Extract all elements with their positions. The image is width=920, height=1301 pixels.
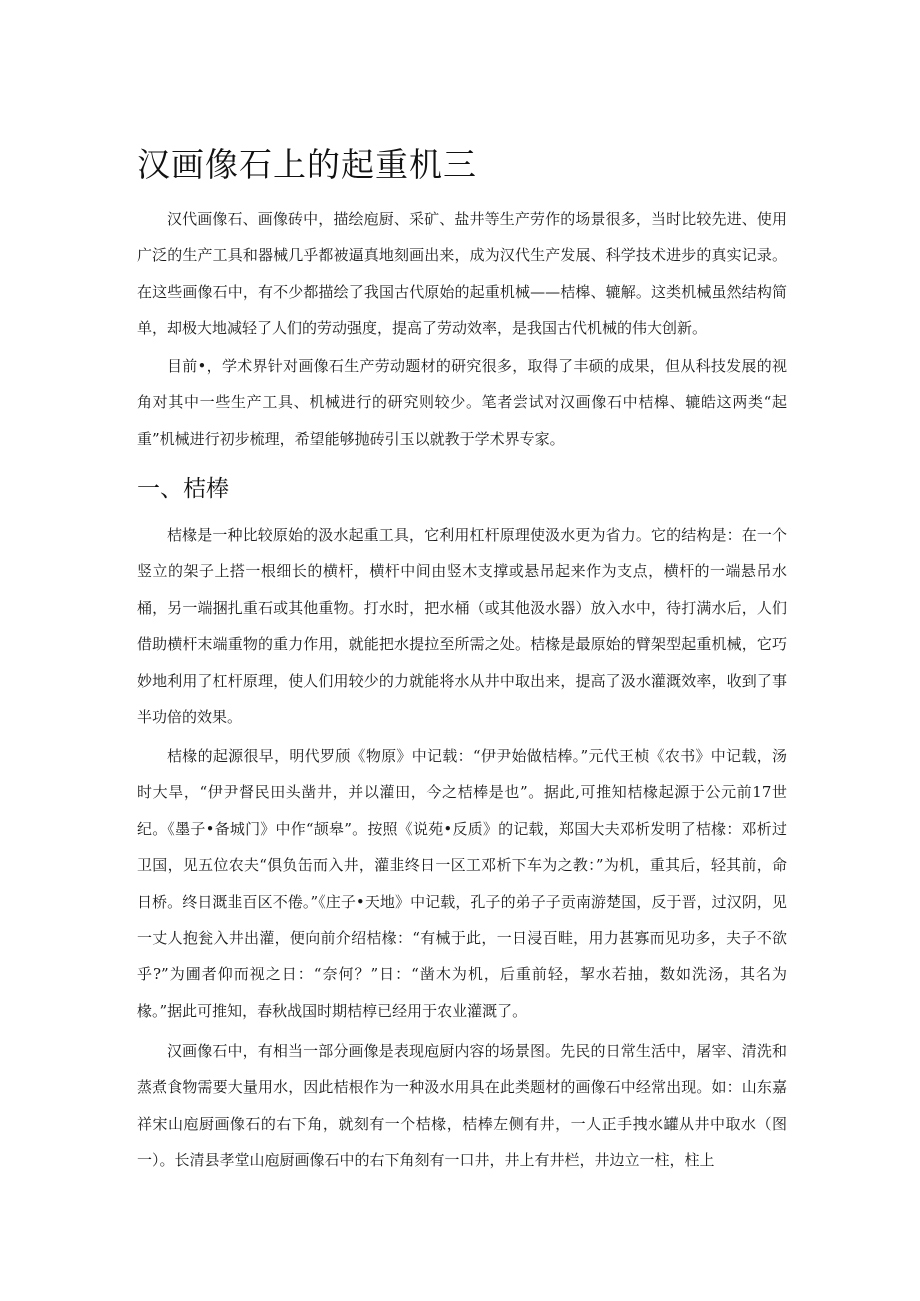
section-paragraph-3: 汉画像石中，有相当一部分画像是表现庖厨内容的场景图。先民的日常生活中，屠宰、清洗和蒸煮食物需要大量用水，因此桔根作为一种汲水用具在此类题材的画像石中经常出现。如：山东嘉祥宋山庖厨画像石的右下角，就刻有一个桔椽，桔棒左侧有井，一人正手拽水罐从井中取水（图一）。长清县孝堂山庖厨画像石中的右下角刻有一口井，井上有井栏，井边立一柱，柱上: [137, 1042, 787, 1170]
document-title: 汉画像石上的起重机三: [137, 145, 477, 184]
intro-paragraph-1: 汉代画像石、画像砖中，描绘庖厨、采矿、盐井等生产劳作的场景很多，当时比较先进、使用广泛的生产工具和器械几乎都被逼真地刻画出来，成为汉代生产发展、科学技术进步的真实记录。在这些画像石中，有不少都描绘了我国古代原始的起重机械——桔槔、辘解。这类机械虽然结构简单，却极大地减轻了人们的劳动强度，提高了劳动效率，是我国古代机械的伟大创新。: [137, 210, 787, 338]
section-paragraph-1: 桔椽是一种比较原始的汲水起重工具，它利用杠杆原理使汲水更为省力。它的结构是：在一个竖立的架子上搭一根细长的横杆，横杆中间由竖木支撑或悬吊起来作为支点，横杆的一端悬吊水桶，另一端捆扎重石或其他重物。打水时，把水桶（或其他汲水器）放入水中，待打满水后，人们借助横杆末端重物的重力作用，就能把水提拉至所需之处。桔椽是最原始的臂架型起重机械，它巧妙地利用了杠杆原理，使人们用较少的力就能将水从井中取出来，提高了汲水灌溉效率，收到了事半功倍的效果。: [137, 526, 787, 727]
section-paragraph-2: 桔椽的起源很早，明代罗颀《物原》中记载：“伊尹始做桔棒。”元代王桢《农书》中记载，汤时大旱，“伊尹督民田头凿井，并以灌田，今之桔棒是也”。据此,可推知桔椽起源于公元前17世纪。《墨子•备城门》中作“颉皋”。按照《说苑•反质》的记载，郑国大夫邓析发明了桔椽：邓析过卫国，见五位农夫“俱负缶而入井，灌韭终日一区工邓析下车为之教：”为机，重其后，轻其前，命日桥。终日溉韭百区不倦。”《庄子•天地》中记载，孔子的弟子子贡南游楚国，反于晋，过汉阴，见一丈人抱瓮入井出灌，便向前介绍桔椽：“有械于此，一日浸百畦，用力甚寡而见功多，夫子不欲乎?”为圃者仰而视之日：“奈何？”日：“凿木为机，后重前轻，挈水若抽，数如洗汤，其名为椽。”据此可推知，春秋战国时期桔椁已经用于农业灌溉了。: [137, 747, 787, 1020]
intro-paragraph-2: 目前•，学术界针对画像石生产劳动题材的研究很多，取得了丰硕的成果，但从科技发展的视角对其中一些生产工具、机械进行的研究则较少。笔者尝试对汉画像石中桔槔、辘皓这两类“起重”机械进行初步梳理，希望能够抛砖引玉以就教于学术界专家。: [137, 357, 787, 448]
section-heading: 一、桔棒: [137, 476, 229, 502]
